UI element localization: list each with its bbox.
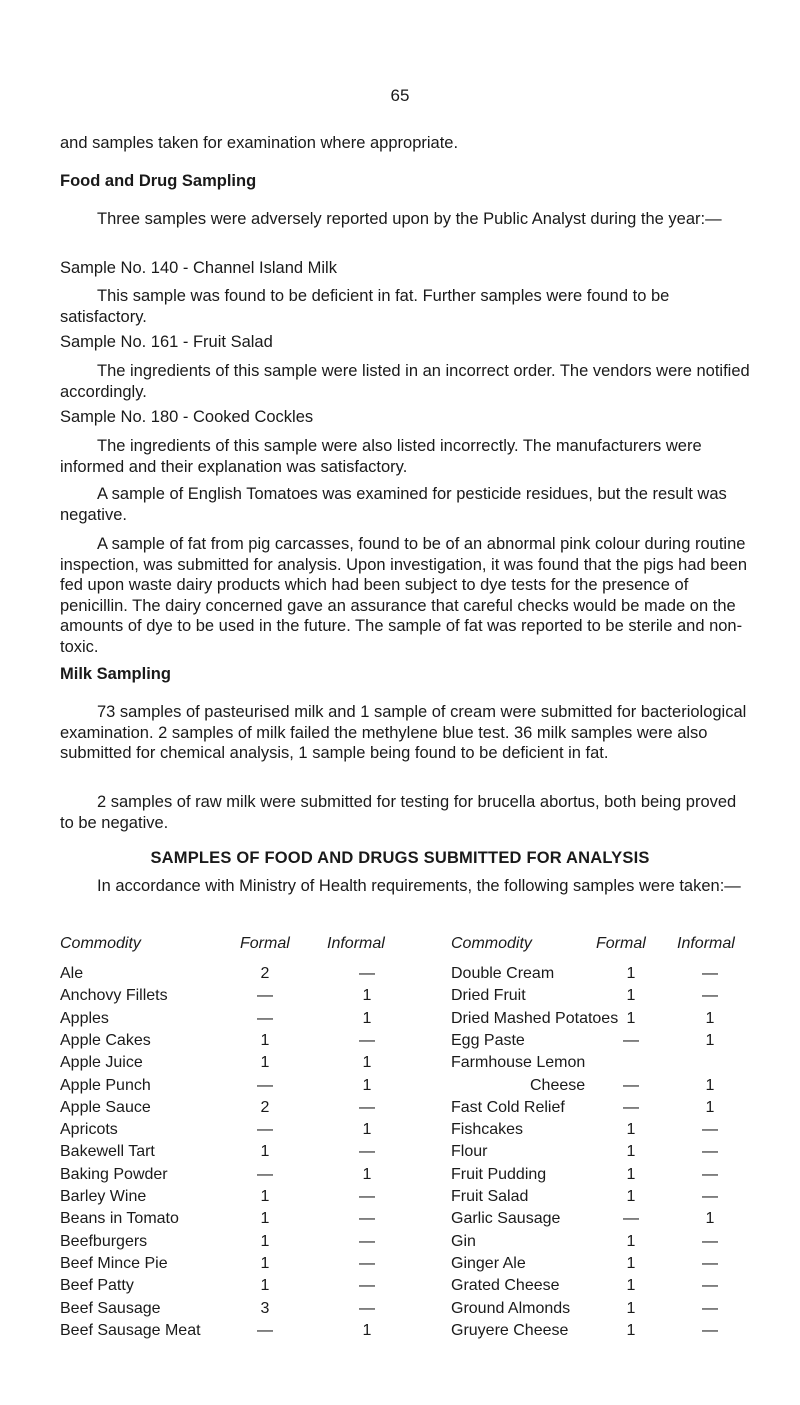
commodity-cell: Beans in Tomato [60,1210,179,1228]
formal-cell: — [257,987,273,1005]
informal-cell: 1 [362,1054,372,1072]
formal-cell: 1 [626,965,636,982]
commodity-cell: Beef Patty [60,1277,134,1295]
commodity-cell: Dried Mashed Potatoes [451,1009,619,1027]
commodity-cell: Apricots [60,1121,118,1139]
right-header-commodity: Commodity [451,935,532,952]
right-header-formal: Formal [596,935,646,952]
commodity-cell: Barley Wine [60,1188,147,1205]
commodity-cell: Beef Sausage [60,1299,161,1317]
commodity-cell: Anchovy Fillets [60,987,168,1005]
commodity-cell: Double Cream [451,965,555,982]
formal-cell: 1 [260,1054,270,1072]
formal-cell: 1 [260,1232,270,1250]
formal-cell: 1 [626,1188,636,1205]
informal-cell: — [359,1232,375,1250]
commodity-cell: Garlic Sausage [451,1210,561,1228]
informal-cell: — [702,1254,718,1272]
formal-cell: 2 [260,1098,270,1116]
formal-cell: — [623,1076,639,1094]
formal-cell: 1 [260,1031,270,1049]
formal-cell: 1 [626,1321,636,1339]
informal-cell: — [702,965,718,982]
formal-cell: — [257,1076,273,1094]
formal-cell: 1 [626,1232,636,1250]
informal-cell: 1 [705,1076,715,1094]
formal-cell: 1 [260,1277,270,1295]
informal-cell: 1 [362,1009,372,1027]
formal-cell: 1 [260,1254,270,1272]
left-header-formal: Formal [240,935,290,952]
informal-cell: 1 [362,1121,372,1139]
informal-cell: 1 [362,987,372,1005]
commodity-cell: Gin [451,1232,476,1250]
informal-cell: 1 [705,1210,715,1228]
informal-cell: — [702,1232,718,1250]
informal-cell: — [359,965,375,982]
commodity-cell: Fruit Pudding [451,1165,547,1183]
informal-cell: — [702,1299,718,1317]
commodity-cell: Fruit Salad [451,1188,529,1205]
formal-cell: 1 [626,1277,636,1295]
informal-cell: 1 [362,1076,372,1094]
sample-140-title: Sample No. 140 - Channel Island Milk [60,259,337,277]
formal-cell: — [257,1165,273,1183]
formal-cell: 1 [626,1009,636,1027]
commodity-cell: Apples [60,1009,109,1027]
sample-180-title: Sample No. 180 - Cooked Cockles [60,408,314,426]
informal-cell: — [702,1188,718,1205]
informal-cell: 1 [362,1321,372,1339]
informal-cell: — [359,1188,375,1205]
informal-cell: — [702,1277,718,1295]
commodity-cell: Beef Sausage Meat [60,1321,201,1339]
informal-cell: — [702,1321,718,1339]
commodity-cell: Fishcakes [451,1121,524,1139]
commodity-cell: Ginger Ale [451,1254,526,1272]
sample-161-title: Sample No. 161 - Fruit Salad [60,333,273,351]
informal-cell: 1 [362,1165,372,1183]
formal-cell: — [257,1121,273,1139]
formal-cell: — [257,1321,273,1339]
formal-cell: — [623,1098,639,1116]
informal-cell: — [359,1210,375,1228]
commodity-cell: Flour [451,1143,488,1161]
commodity-cell: Cheese [530,1076,586,1094]
sample-161-text: The ingredients of this sample were listed in an incorrect order. The vendors were notified accordingly. [60,362,750,401]
informal-cell: — [702,1121,718,1139]
formal-cell: 2 [260,965,270,982]
commodity-cell: Fast Cold Relief [451,1098,565,1116]
sample-180-text: The ingredients of this sample were also listed incorrectly. The manufacturers were informed and their explanation was satisfactory. [60,437,702,476]
formal-cell: 1 [626,1254,636,1272]
page-number: 65 [390,86,410,105]
formal-cell: 1 [260,1143,270,1161]
intro-line: and samples taken for examination where appropriate. [60,134,459,152]
table-title: SAMPLES OF FOOD AND DRUGS SUBMITTED FOR ANALYSIS [150,849,650,867]
commodity-cell: Beef Mince Pie [60,1254,168,1272]
food-drug-intro: Three samples were adversely reported upon by the Public Analyst during the year:— [97,210,722,228]
formal-cell: 1 [626,1121,636,1139]
informal-cell: — [359,1098,375,1116]
formal-cell: 1 [626,1143,636,1161]
formal-cell: — [257,1009,273,1027]
formal-cell: 1 [260,1188,270,1205]
informal-cell: — [359,1254,375,1272]
left-header-informal: Informal [327,935,385,952]
informal-cell: — [359,1299,375,1317]
formal-cell: 1 [626,987,636,1005]
left-header-commodity: Commodity [60,935,141,952]
formal-cell: — [623,1210,639,1228]
informal-cell: 1 [705,1009,715,1027]
commodity-cell: Gruyere Cheese [451,1321,569,1339]
table-intro: In accordance with Ministry of Health requirements, the following samples were taken:— [97,877,741,895]
commodity-cell: Farmhouse Lemon [451,1054,586,1072]
informal-cell: 1 [705,1031,715,1049]
pig-fat-paragraph: A sample of fat from pig carcasses, found to be of an abnormal pink colour during routine inspection, was submitted for analysis. Upon investigation, it was found that the pigs had been fed upon waste dairy products which had been subject to dye tests for the presence of penicillin. The dairy concerned gave an assurance that careful checks would be made on the amounts of dye to be used in the future. The sample of fat was reported to be sterile and non-toxic. [60,535,747,656]
commodity-cell: Ground Almonds [451,1299,571,1317]
formal-cell: 1 [626,1299,636,1317]
commodity-cell: Apple Juice [60,1054,143,1072]
food-drug-heading: Food and Drug Sampling [60,172,257,190]
commodity-cell: Ale [60,965,84,982]
informal-cell: — [359,1143,375,1161]
commodity-cell: Dried Fruit [451,987,526,1005]
informal-cell: 1 [705,1098,715,1116]
commodity-cell: Egg Paste [451,1031,525,1049]
tomatoes-paragraph: A sample of English Tomatoes was examined for pesticide residues, but the result was negative. [60,485,727,524]
informal-cell: — [702,1165,718,1183]
sample-140-text: This sample was found to be deficient in fat. Further samples were found to be satisfactory. [60,287,670,326]
commodity-cell: Grated Cheese [451,1277,560,1295]
commodity-cell: Baking Powder [60,1165,168,1183]
right-header-informal: Informal [677,935,735,952]
informal-cell: — [359,1031,375,1049]
commodity-cell: Beefburgers [60,1232,148,1250]
formal-cell: 3 [260,1299,270,1317]
milk-heading: Milk Sampling [60,665,171,683]
milk-paragraph-1: 73 samples of pasteurised milk and 1 sample of cream were submitted for bacteriological examination. 2 samples of milk failed the methylene blue test. 36 milk samples were also submitted for chemical analysis, 1 sample being found to be deficient in fat. [60,703,747,762]
commodity-cell: Apple Punch [60,1076,151,1094]
informal-cell: — [702,987,718,1005]
commodity-cell: Bakewell Tart [60,1143,155,1161]
formal-cell: 1 [260,1210,270,1228]
informal-cell: — [702,1143,718,1161]
informal-cell: — [359,1277,375,1295]
formal-cell: 1 [626,1165,636,1183]
commodity-cell: Apple Sauce [60,1098,151,1116]
milk-paragraph-2: 2 samples of raw milk were submitted for testing for brucella abortus, both being proved to be negative. [60,793,737,832]
formal-cell: — [623,1031,639,1049]
commodity-cell: Apple Cakes [60,1031,151,1049]
